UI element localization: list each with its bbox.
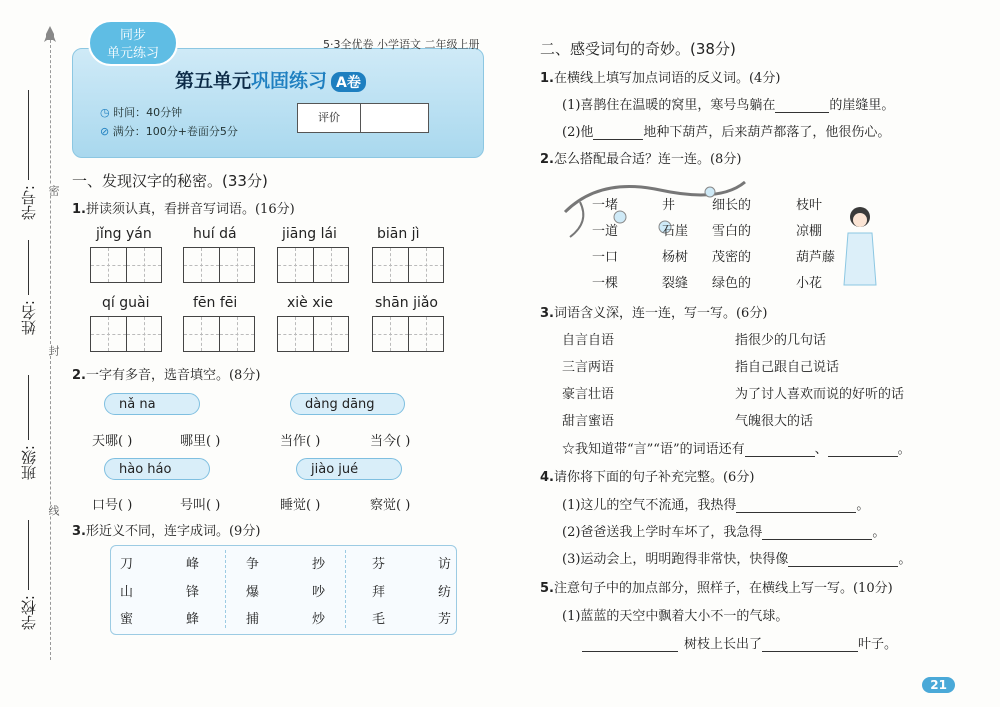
s2-q5-label: 5. — [540, 581, 554, 596]
page-number: 21 — [922, 677, 955, 693]
answer-blank[interactable] — [736, 498, 856, 513]
char-cell[interactable]: 爆 — [246, 585, 260, 600]
s2-q2-c4-2[interactable]: 葫芦藤 — [796, 250, 836, 265]
s1-q2 — [72, 364, 260, 383]
s1-q2-row2-c: 睡觉( ) — [280, 498, 321, 513]
s2-q3-left-2[interactable]: 豪言壮语 — [562, 387, 615, 402]
char-cell[interactable]: 蜜 — [120, 612, 134, 627]
writing-grid[interactable] — [90, 247, 162, 283]
answer-blank[interactable] — [762, 525, 872, 540]
char-cell[interactable]: 锋 — [186, 585, 200, 600]
character-matching-box — [110, 545, 457, 635]
s2-q4-s3-text: (3)运动会上，明明跑得非常快，快得像 — [562, 552, 789, 567]
char-cell[interactable]: 峰 — [186, 557, 200, 572]
s2-q4-s2-text: (2)爸爸送我上学时车坏了，我急得 — [562, 525, 763, 540]
pinyin-7: xiè xie — [287, 295, 334, 311]
s2-q4 — [540, 466, 754, 485]
rocket-icon — [44, 26, 56, 44]
eval-field[interactable] — [361, 104, 428, 132]
s2-q5-s2-end: 叶子。 — [858, 637, 898, 652]
pinyin-5: qí guài — [102, 295, 150, 311]
char-cell[interactable]: 毛 — [372, 612, 386, 627]
s2-q5-text: 注意句子中的加点部分，照样子，在横线上写一写。(10分) — [553, 581, 893, 596]
student-id-line[interactable] — [28, 90, 29, 180]
pinyin-ribbon: dàng dāng — [290, 393, 405, 415]
section2-title: 二、感受词句的奇妙。(38分) — [540, 40, 736, 58]
s2-q5-example: (1)蓝蓝的天空中飘着大小不一的气球。 — [562, 609, 789, 624]
s2-q1-sentence1 — [562, 94, 894, 113]
s1-q2-row2-a: 口号( ) — [92, 498, 133, 513]
writing-grid[interactable] — [277, 247, 349, 283]
answer-blank[interactable] — [762, 637, 858, 652]
divider — [225, 550, 226, 628]
answer-blank[interactable] — [745, 442, 815, 457]
s2-q1-s2-pre: (2)他 — [562, 125, 594, 140]
s2-q2-c2-3[interactable]: 裂缝 — [662, 276, 689, 291]
s1-q3-label: 3. — [72, 524, 86, 539]
writing-grid[interactable] — [372, 247, 444, 283]
s1-q2-row1-a: 天哪( ) — [92, 434, 133, 449]
s2-q3-right-2[interactable]: 为了讨人喜欢而说的好听的话 — [735, 387, 905, 402]
s2-q1-text: 在横线上填写加点词语的反义词。(4分) — [553, 71, 781, 86]
s1-q2-text: 一字有多音，选音填空。(8分) — [85, 368, 261, 383]
s2-q1-s1-pre: (1)喜鹊住在温暖的窝里，寒号鸟躺在 — [562, 98, 776, 113]
s2-q3-right-0[interactable]: 指很少的几句话 — [735, 333, 827, 348]
school-line[interactable] — [28, 520, 29, 590]
char-cell[interactable]: 争 — [246, 557, 260, 572]
s2-q3-right-3[interactable]: 气魄很大的话 — [735, 414, 814, 429]
s2-q5 — [540, 577, 893, 596]
s2-q2-c1-1[interactable]: 一道 — [592, 224, 619, 239]
answer-blank[interactable] — [582, 637, 678, 652]
girl-illustration — [840, 205, 880, 291]
char-cell[interactable]: 芳 — [438, 612, 452, 627]
pinyin-3: jiāng lái — [282, 226, 337, 242]
s1-q1-text: 拼读须认真，看拼音写词语。(16分) — [85, 202, 295, 217]
pinyin-2: huí dá — [193, 226, 237, 242]
s2-q5-s2-mid: 树枝上长出了 — [684, 637, 763, 652]
s2-q3-extra: ☆我知道带“言”“语”的词语还有 、 。 — [562, 442, 911, 457]
pinyin-ribbon: jiào jué — [296, 458, 402, 480]
char-cell[interactable]: 拜 — [372, 585, 386, 600]
seal-mark-xian: 线 — [47, 505, 60, 516]
sync-practice-badge — [88, 20, 178, 66]
s2-q3-text: 词语含义深，连一连，写一写。(6分) — [553, 306, 768, 321]
student-id-label: 学号: — [20, 185, 38, 221]
s2-q1-s2-post: 地种下葫芦，后来葫芦都落了，他很伤心。 — [643, 125, 891, 140]
series-label: 5·3全优卷 小学语文 二年级上册 — [323, 38, 480, 51]
clock-icon: ◷ — [100, 106, 110, 119]
s2-q3-left-0[interactable]: 自言自语 — [562, 333, 615, 348]
s2-q2-c4-0[interactable]: 枝叶 — [796, 198, 823, 213]
s1-q2-row1-b: 哪里( ) — [180, 434, 221, 449]
char-cell[interactable]: 捕 — [246, 612, 260, 627]
s2-q4-label: 4. — [540, 470, 554, 485]
eval-label: 评价 — [298, 104, 361, 132]
char-cell[interactable]: 刀 — [120, 557, 134, 572]
s2-q4-s1: (1)这儿的空气不流通，我热得 。 — [562, 498, 870, 513]
time-text: 时间：40分钟 — [113, 106, 183, 119]
s2-q1 — [540, 67, 780, 86]
s2-q3-left-1[interactable]: 三言两语 — [562, 360, 615, 375]
name-line[interactable] — [28, 240, 29, 295]
answer-blank[interactable] — [593, 125, 643, 140]
s2-q2-c3-3[interactable]: 绿色的 — [712, 276, 752, 291]
s2-q3-extra-text: ☆我知道带“言”“语”的词语还有 — [562, 442, 745, 457]
full-score — [100, 123, 238, 139]
s2-q3-right-1[interactable]: 指自己跟自己说话 — [735, 360, 840, 375]
char-cell[interactable]: 抄 — [312, 557, 326, 572]
s2-q2-c2-0[interactable]: 井 — [662, 198, 676, 213]
s2-q3 — [540, 302, 767, 321]
s1-q1-label: 1. — [72, 202, 86, 217]
badge-line1: 同步 — [119, 28, 146, 43]
seal-mark-mi: 密 — [47, 185, 60, 196]
s2-q4-s2: (2)爸爸送我上学时车坏了，我急得 。 — [562, 525, 886, 540]
char-cell[interactable]: 芬 — [372, 557, 386, 572]
answer-blank[interactable] — [788, 552, 898, 567]
badge-line2: 单元练习 — [106, 46, 159, 61]
s2-q1-label: 1. — [540, 71, 554, 86]
pinyin-1: jǐng yán — [96, 226, 152, 242]
writing-grid[interactable] — [90, 316, 162, 352]
class-label: 班级: — [20, 445, 38, 481]
s2-q5-s2 — [582, 633, 897, 652]
s1-q3-text: 形近义不同，连字成词。(9分) — [85, 524, 261, 539]
writing-grid[interactable] — [372, 316, 444, 352]
s1-q2-row2-b: 号叫( ) — [180, 498, 221, 513]
s2-q1-sentence2 — [562, 121, 890, 140]
score-text: 满分：100分+卷面分5分 — [112, 125, 238, 138]
s1-q2-row1-d: 当今( ) — [370, 434, 411, 449]
s1-q2-row1-c: 当作( ) — [280, 434, 321, 449]
pinyin-4: biān jì — [377, 226, 420, 242]
pinyin-6: fēn fēi — [193, 295, 238, 311]
char-cell[interactable]: 纺 — [438, 585, 452, 600]
title-unit: 第五单元 — [175, 70, 252, 92]
name-label: 姓名: — [20, 300, 38, 336]
writing-grid[interactable] — [277, 316, 349, 352]
char-cell[interactable]: 山 — [120, 585, 134, 600]
s1-q1 — [72, 198, 295, 217]
s2-q2 — [540, 148, 741, 167]
char-cell[interactable]: 炒 — [312, 612, 326, 627]
s2-q2-c2-2[interactable]: 杨树 — [662, 250, 689, 265]
s2-q2-c3-1[interactable]: 雪白的 — [712, 224, 752, 239]
s2-q4-s1-text: (1)这儿的空气不流通，我热得 — [562, 498, 737, 513]
s2-q2-c4-3[interactable]: 小花 — [796, 276, 823, 291]
pinyin-ribbon: nǎ na — [104, 393, 200, 415]
writing-grid[interactable] — [183, 247, 255, 283]
check-icon: ⊘ — [100, 125, 110, 138]
s2-q2-c3-0[interactable]: 细长的 — [712, 198, 752, 213]
char-cell[interactable]: 蜂 — [186, 612, 200, 627]
char-cell[interactable]: 访 — [438, 557, 452, 572]
s2-q3-label: 3. — [540, 306, 554, 321]
answer-blank[interactable] — [828, 442, 898, 457]
s2-q2-label: 2. — [540, 152, 554, 167]
title-practice: 巩固练习 — [251, 70, 328, 92]
s2-q2-text: 怎么搭配最合适？连一连。(8分) — [553, 152, 742, 167]
time-limit — [100, 104, 182, 120]
s2-q3-extra-end: 。 — [897, 442, 911, 457]
title-badge: A卷 — [331, 72, 366, 92]
s2-q2-c2-1[interactable]: 石崖 — [662, 224, 689, 239]
answer-blank[interactable] — [775, 98, 829, 113]
s2-q2-c3-2[interactable]: 茂密的 — [712, 250, 752, 265]
s2-q4-text: 请你将下面的句子补充完整。(6分) — [553, 470, 755, 485]
s2-q2-c4-1[interactable]: 凉棚 — [796, 224, 823, 239]
s2-q1-s1-post: 的崖缝里。 — [829, 98, 895, 113]
writing-grid[interactable] — [183, 316, 255, 352]
s2-q2-c1-0[interactable]: 一堵 — [592, 198, 619, 213]
pinyin-ribbon: hào háo — [104, 458, 210, 480]
s2-q4-s3: (3)运动会上，明明跑得非常快，快得像 。 — [562, 552, 912, 567]
seal-mark-feng: 封 — [47, 345, 60, 356]
s2-q2-c1-3[interactable]: 一棵 — [592, 276, 619, 291]
page-title — [175, 66, 366, 93]
pinyin-8: shān jiǎo — [375, 295, 438, 311]
class-line[interactable] — [28, 375, 29, 440]
char-cell[interactable]: 吵 — [312, 585, 326, 600]
s1-q2-row2-d: 察觉( ) — [370, 498, 411, 513]
s2-q2-c1-2[interactable]: 一口 — [592, 250, 619, 265]
s1-q2-label: 2. — [72, 368, 86, 383]
s2-q3-left-3[interactable]: 甜言蜜语 — [562, 414, 615, 429]
evaluation-box — [297, 103, 429, 133]
school-label: 学校: — [20, 595, 38, 631]
s1-q3 — [72, 520, 260, 539]
divider — [345, 550, 346, 628]
section1-title: 一、发现汉字的秘密。(33分) — [72, 172, 268, 190]
